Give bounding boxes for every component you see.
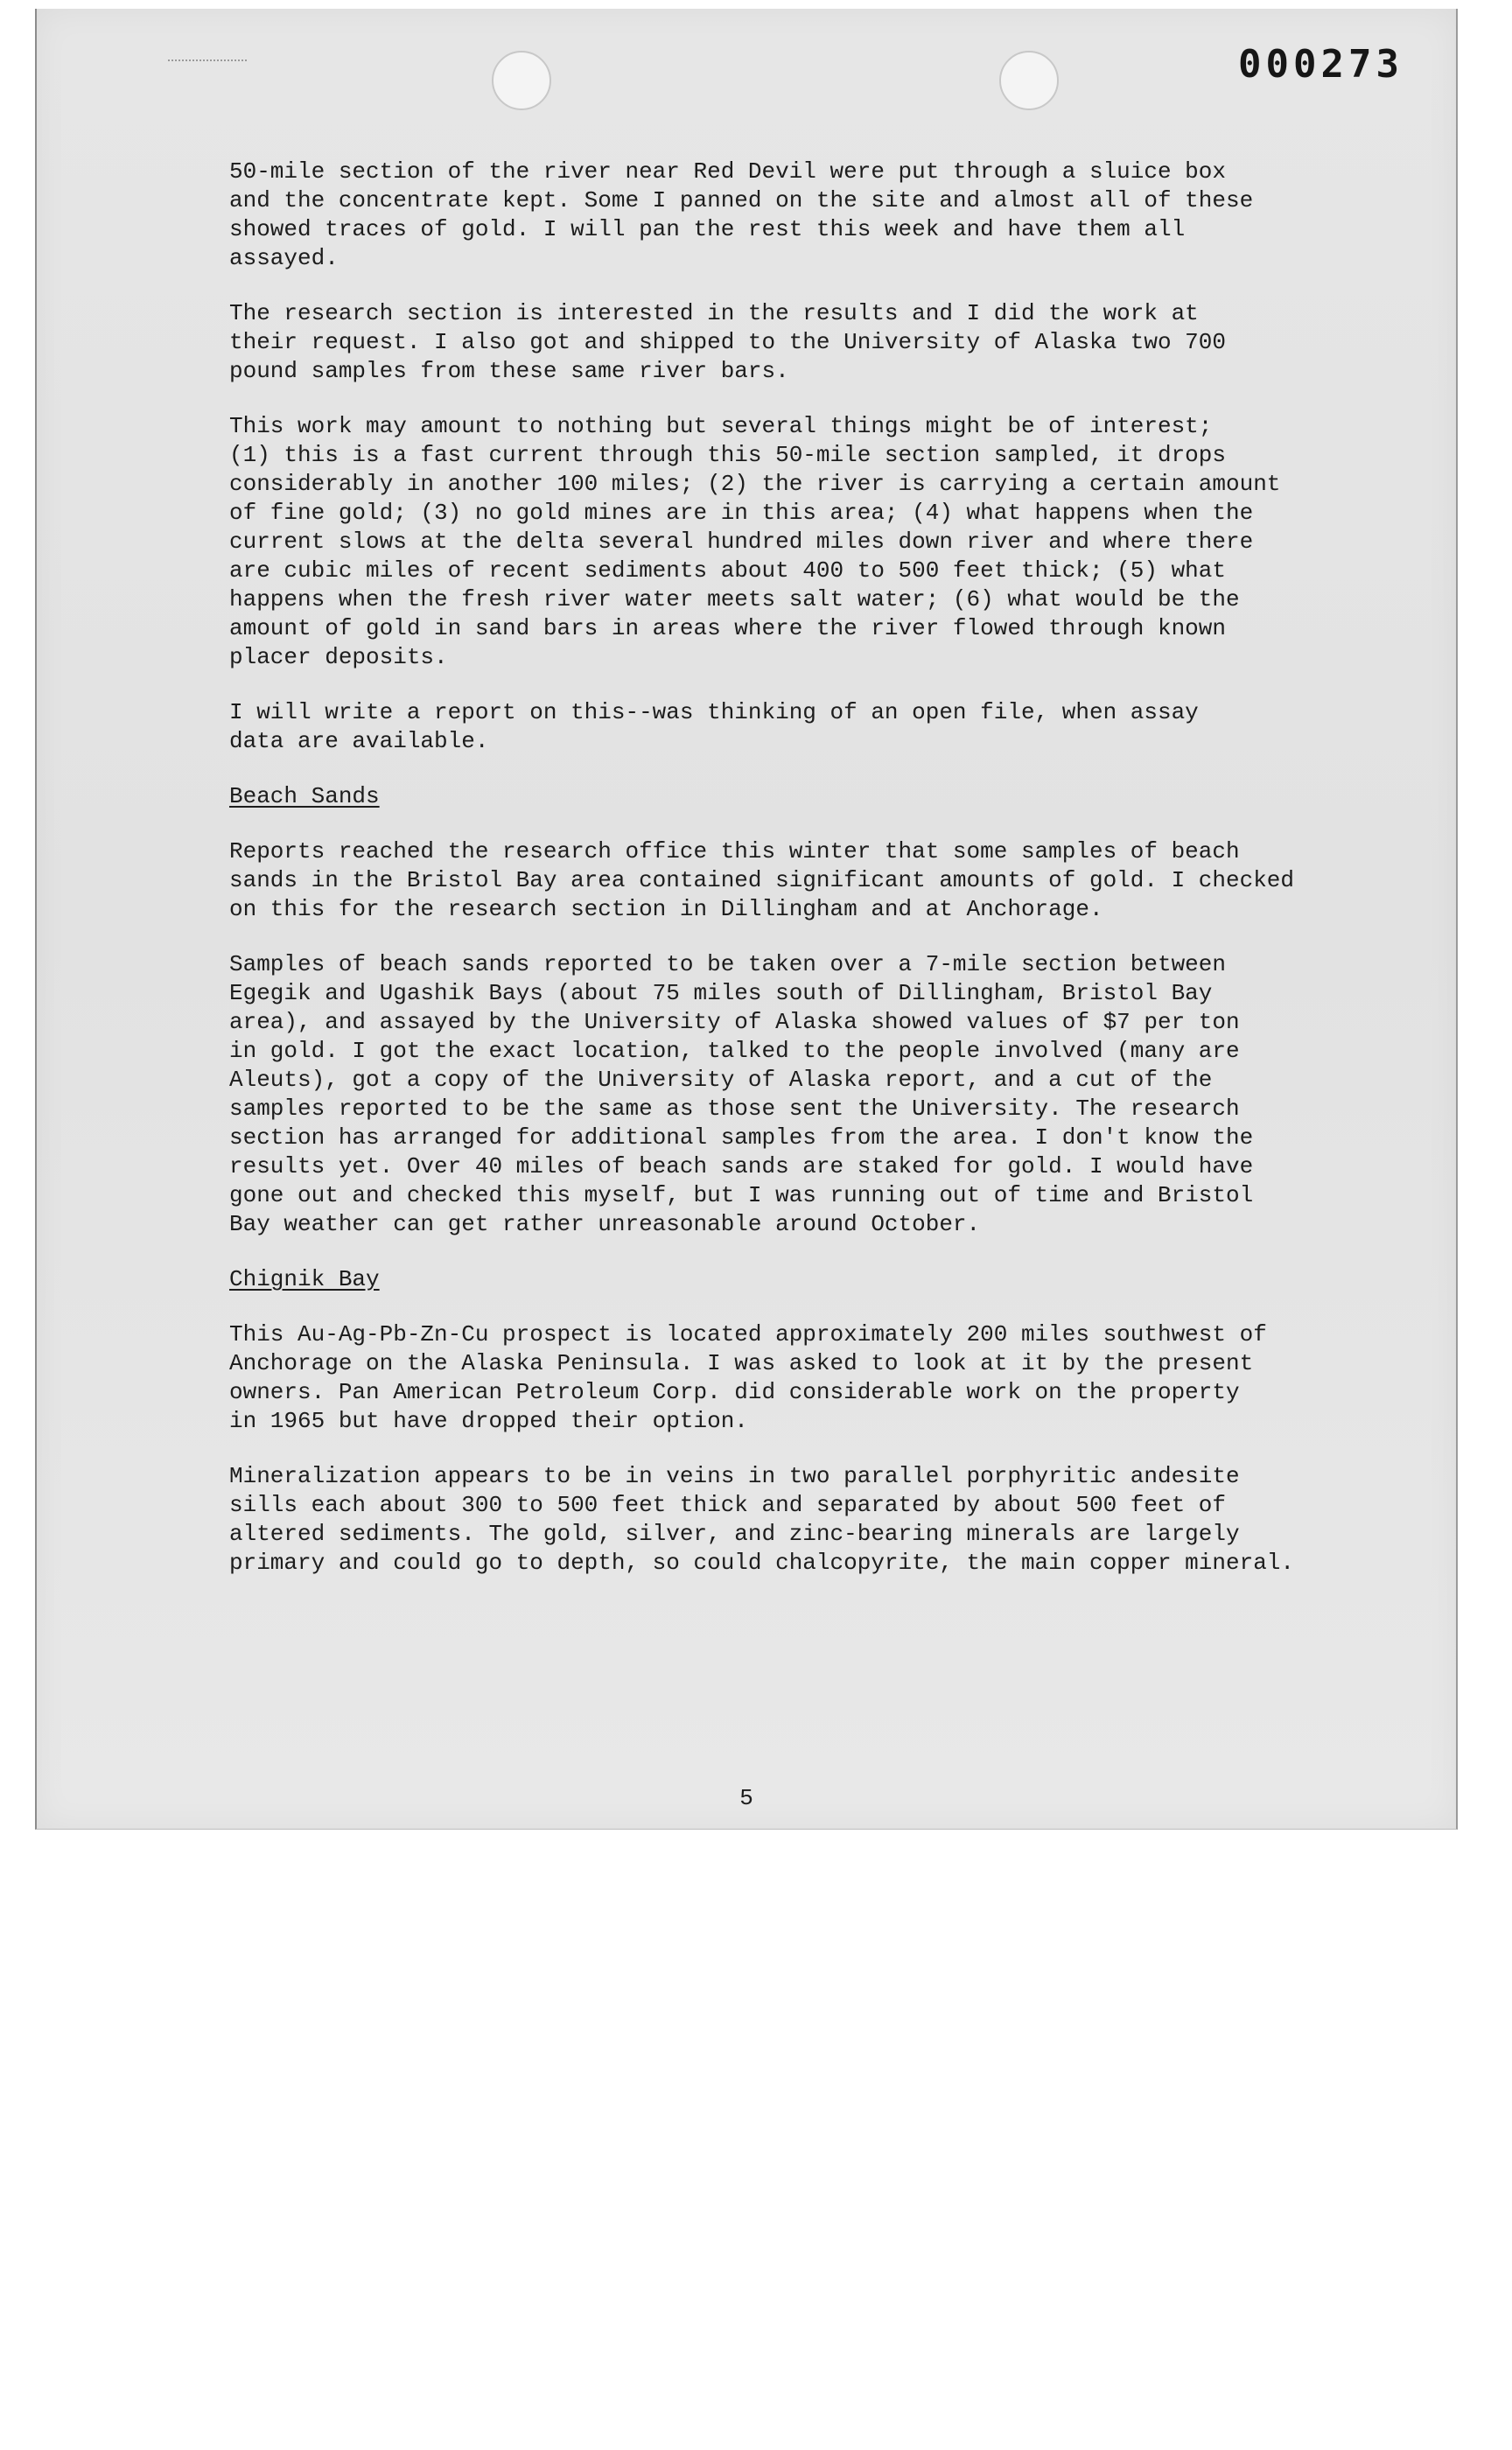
punch-hole-left <box>492 51 551 110</box>
paragraph-mineralization: Mineralization appears to be in veins in two parallel porphyritic andesite sills each about 300 to 500 feet thick and separated by about 500 feet of altered sediments. The gold, silver, and zinc-bearing minerals are largely primary and could go to depth, so could chalcopyrite, the main copper mineral. <box>229 1463 1294 1576</box>
document-number: 000273 <box>1238 42 1404 87</box>
punch-hole-right <box>999 51 1059 110</box>
scan-mark <box>168 60 247 63</box>
paragraph-report-plan: I will write a report on this--was thinking of an open file, when assay data are available. <box>229 699 1199 754</box>
heading-chignik-bay: Chignik Bay <box>229 1266 380 1292</box>
heading-beach-sands: Beach Sands <box>229 783 380 809</box>
paragraph-chignik-prospect: This Au-Ag-Pb-Zn-Cu prospect is located approximately 200 miles southwest of Anchorage on the Alaska Peninsula. I was asked to look at it by the present owners. Pan American Petroleum Corp. did considerable work on the property in 1965 but have dropped their option. <box>229 1321 1267 1434</box>
paragraph-beach-reports: Reports reached the research office this winter that some samples of beach sands in the Bristol Bay area contained significant amounts of gold. I checked on this for the research section in Dillingham and at Anchorage. <box>229 838 1294 922</box>
page-body <box>229 158 1402 1604</box>
scanned-page <box>35 9 1458 1830</box>
paragraph-research-section: The research section is interested in the results and I did the work at their request. I also got and shipped to the University of Alaska two 700 pound samples from these same river bars. <box>229 300 1226 384</box>
paragraph-points-of-interest: This work may amount to nothing but several things might be of interest; (1) this is a fast current through this 50-mile section sampled, it drops considerably in another 100 miles; (2) the river is carrying a certain amount of fine gold; (3) no gold mines are in this area; (4) what happens when the current slows at the delta several hundred miles down river and where there are cubic miles of recent sediments about 400 to 500 feet thick; (5) what happens when the fresh river water meets salt water; (6) what would be the amount of gold in sand bars in areas where the river flowed through known placer deposits. <box>229 413 1281 670</box>
paragraph-sluice-box: 50-mile section of the river near Red Devil were put through a sluice box and the concentrate kept. Some I panned on the site and almost all of these showed traces of gold. I will pan the rest this week and have them all assayed. <box>229 158 1254 271</box>
page-number: 5 <box>739 1785 753 1811</box>
paragraph-beach-samples: Samples of beach sands reported to be taken over a 7-mile section between Egegik and Ugashik Bays (about 75 miles south of Dillingham, Bristol Bay area), and assayed by the University of Alaska showed values of $7 per ton in gold. I got the exact location, talked to the people involved (many are Aleuts), got a copy of the University of Alaska report, and a cut of the samples reported to be the same as those sent the University. The research section has arranged for additional samples from the area. I don't know the results yet. Over 40 miles of beach sands are staked for gold. I would have gone out and checked this myself, but I was running out of time and Bristol Bay weather can get rather unreasonable around October. <box>229 951 1254 1237</box>
